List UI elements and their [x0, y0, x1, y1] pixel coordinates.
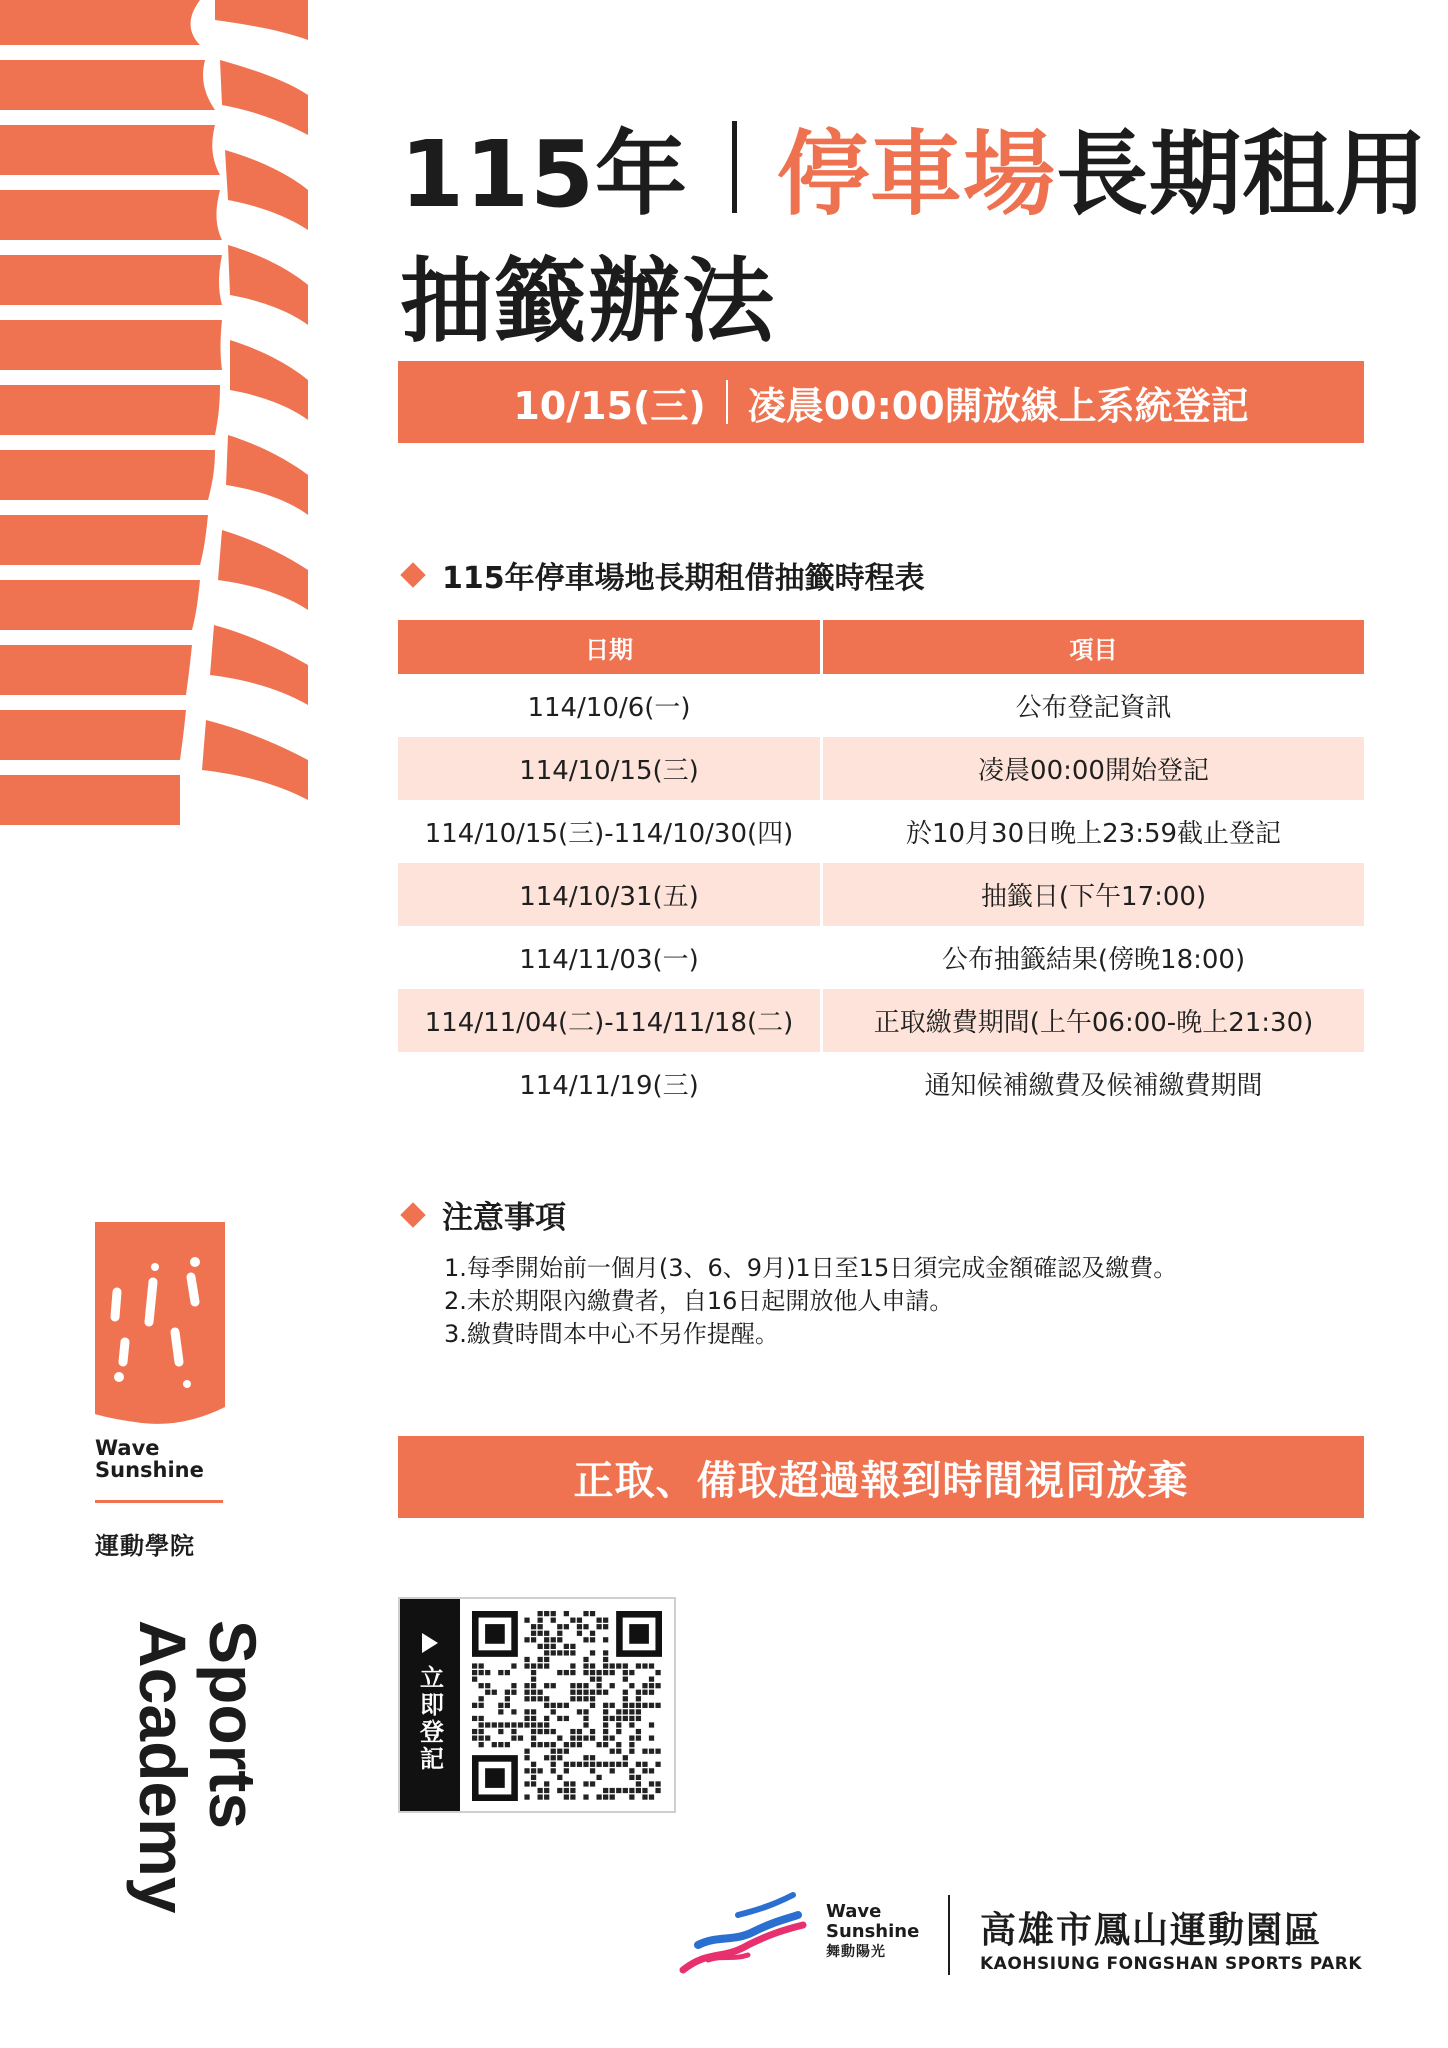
- registration-banner: [398, 361, 1364, 443]
- notes-heading: [400, 1192, 566, 1237]
- row-date: 114/10/15(三)-114/10/30(四): [398, 800, 822, 863]
- diamond-bullet-icon: [400, 1202, 425, 1227]
- brand-chinese-name: 運動學院: [95, 1532, 195, 1560]
- row-date: 114/10/15(三): [398, 737, 822, 800]
- sports-academy-wordmark: [60, 1620, 270, 1980]
- qr-register-box[interactable]: [398, 1597, 676, 1813]
- page-title: [400, 112, 1429, 228]
- footer-divider: [948, 1895, 950, 1975]
- title-rest: 長期租用: [1056, 121, 1429, 228]
- qr-finder-marker: [472, 1611, 518, 1657]
- brand-sunshine-text: Sunshine: [95, 1458, 204, 1482]
- footer-wave-text: Wave: [826, 1901, 882, 1922]
- table-row: [398, 863, 1364, 926]
- note-item: 1.每季開始前一個月(3、6、9月)1日至15日須完成金額確認及繳費。: [444, 1254, 1178, 1282]
- diamond-bullet-icon: [400, 562, 425, 587]
- row-date: 114/10/31(五): [398, 863, 822, 926]
- decorative-stripe-pattern: [0, 0, 308, 825]
- title-divider: [732, 121, 737, 213]
- note-item: 2.未於期限內繳費者，自16日起開放他人申請。: [444, 1287, 954, 1315]
- wave-sunshine-logo-icon: [95, 1222, 225, 1427]
- park-name-chinese: 高雄市鳳山運動園區: [980, 1910, 1323, 1951]
- academy-text: Academy: [126, 1620, 200, 1914]
- brand-wordmark: [95, 1437, 204, 1481]
- row-date: 114/11/04(二)-114/11/18(二): [398, 989, 822, 1052]
- row-item: 抽籤日(下午17:00): [822, 863, 1365, 926]
- brand-divider: [95, 1500, 223, 1503]
- schedule-table: [398, 620, 1364, 1115]
- table-row: [398, 737, 1364, 800]
- wave-sunshine-ribbon-logo-icon: [678, 1890, 808, 1980]
- qr-code[interactable]: [472, 1611, 662, 1801]
- table-row: [398, 674, 1364, 737]
- footer-brand-wordmark: [826, 1902, 919, 1962]
- table-header-row: [398, 620, 1364, 674]
- table-row: [398, 1052, 1364, 1115]
- register-now-tab[interactable]: [400, 1599, 460, 1811]
- registration-date: 10/15(三): [513, 383, 706, 428]
- page-subtitle: 抽籤辦法: [400, 248, 777, 355]
- row-item: 於10月30日晚上23:59截止登記: [905, 819, 1282, 849]
- footer-wave-cn-text: 舞動陽光: [826, 1944, 886, 1960]
- table-row: [398, 800, 1364, 863]
- registration-text: 凌晨00:00開放線上系統登記: [747, 383, 1249, 428]
- title-year: 115年: [400, 121, 689, 228]
- row-item: 公布抽籤結果(傍晚18:00): [941, 945, 1246, 975]
- column-header-item: 項目: [822, 620, 1365, 674]
- row-date: 114/11/19(三): [398, 1052, 822, 1115]
- table-row: [398, 989, 1364, 1052]
- banner-divider: [726, 380, 728, 424]
- register-now-label: 立即登記: [415, 1665, 444, 1773]
- sports-text: Sports: [196, 1620, 270, 1830]
- qr-finder-marker: [616, 1611, 662, 1657]
- row-item: 凌晨00:00開始登記: [822, 737, 1365, 800]
- schedule-heading: [400, 553, 925, 597]
- row-item: 公布登記資訊: [1015, 693, 1172, 723]
- notes-heading-text: 注意事項: [442, 1200, 566, 1236]
- table-row: [398, 926, 1364, 989]
- footer-sunshine-text: Sunshine: [826, 1921, 920, 1942]
- park-name-english: KAOHSIUNG FONGSHAN SPORTS PARK: [980, 1954, 1363, 1974]
- row-date: 114/11/03(一): [398, 926, 822, 989]
- qr-finder-marker: [472, 1755, 518, 1801]
- title-highlight: 停車場: [777, 121, 1057, 228]
- notes-list: [444, 1252, 1177, 1351]
- note-item: 3.繳費時間本中心不另作提醒。: [444, 1320, 779, 1348]
- brand-wave-text: Wave: [95, 1436, 160, 1460]
- schedule-heading-text: 115年停車場地長期租借抽籤時程表: [442, 561, 925, 596]
- row-item: 通知候補繳費及候補繳費期間: [924, 1071, 1263, 1101]
- warning-banner: 正取、備取超過報到時間視同放棄: [398, 1436, 1364, 1518]
- play-arrow-icon: [422, 1633, 438, 1653]
- row-date: 114/10/6(一): [398, 674, 822, 737]
- row-item: 正取繳費期間(上午06:00-晚上21:30): [822, 989, 1365, 1052]
- column-header-date: 日期: [398, 620, 822, 674]
